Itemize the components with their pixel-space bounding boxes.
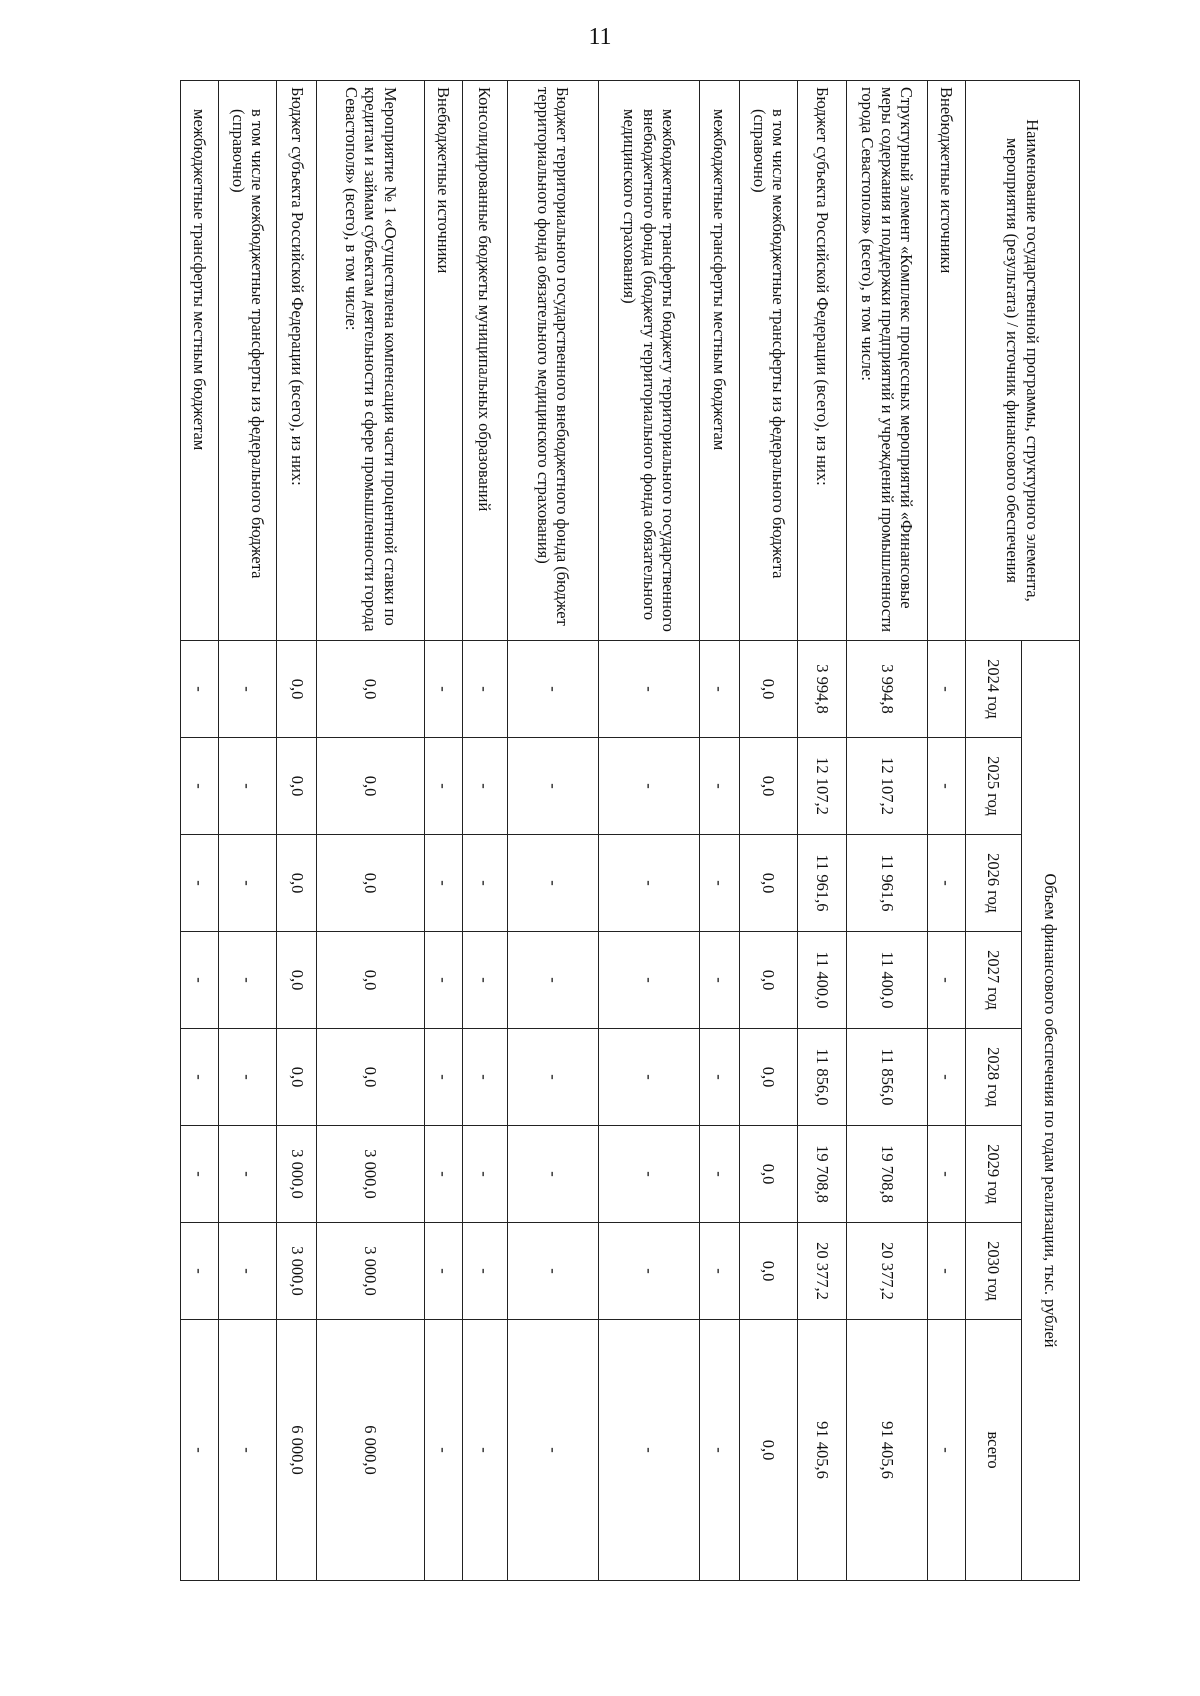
row-value-year: -	[462, 835, 507, 932]
row-name: в том числе межбюджетные трансферты из федерального бюджета (справочно)	[219, 81, 277, 641]
row-value-year: -	[599, 1029, 700, 1126]
row-value-year: -	[181, 1223, 219, 1320]
row-value-total: 6 000,0	[277, 1320, 317, 1581]
row-value-year: -	[462, 932, 507, 1029]
row-value-year: 11 856,0	[798, 1029, 847, 1126]
row-value-year: -	[181, 738, 219, 835]
row-value-year: -	[507, 641, 599, 738]
row-value-year: -	[462, 738, 507, 835]
table-row	[699, 81, 739, 1581]
rotated-table-container	[180, 80, 1080, 1580]
row-value-year: 0,0	[277, 1029, 317, 1126]
row-value-year: -	[927, 1223, 965, 1320]
row-value-year: -	[507, 738, 599, 835]
row-value-year: 11 856,0	[847, 1029, 928, 1126]
table-row	[181, 81, 219, 1581]
row-value-year: 3 000,0	[317, 1126, 424, 1223]
row-value-year: -	[424, 835, 462, 932]
row-value-year: -	[927, 738, 965, 835]
row-value-year: 0,0	[317, 835, 424, 932]
row-value-year: -	[424, 1126, 462, 1223]
row-value-year: 0,0	[317, 1029, 424, 1126]
row-value-year: 0,0	[317, 932, 424, 1029]
row-name: Мероприятие № 1 «Осуществлена компенсация части процентной ставки по кредитам и займам субъектам деятельности в сфере промышленности города Севастополя» (всего), в том числе:	[317, 81, 424, 641]
row-value-year: -	[599, 1126, 700, 1223]
row-value-total: -	[181, 1320, 219, 1581]
row-value-year: -	[424, 1029, 462, 1126]
row-name: Бюджет территориального государственного внебюджетного фонда (бюджет территориального фонда обязательного медицинского страхования)	[507, 81, 599, 641]
row-value-year: 0,0	[740, 738, 798, 835]
row-value-total: -	[462, 1320, 507, 1581]
row-value-total: -	[599, 1320, 700, 1581]
row-value-total: 91 405,6	[847, 1320, 928, 1581]
row-value-year: -	[219, 835, 277, 932]
row-value-year: 0,0	[317, 641, 424, 738]
row-value-year: -	[462, 1029, 507, 1126]
row-value-year: -	[927, 1029, 965, 1126]
row-value-total: 91 405,6	[798, 1320, 847, 1581]
row-name: Структурный элемент «Комплекс процессных мероприятий «Финансовые меры содержания и поддержки предприятий и учреждений промышленности города Севастополя» (всего), в том числе:	[847, 81, 928, 641]
row-value-year: 12 107,2	[847, 738, 928, 835]
row-value-year: -	[219, 641, 277, 738]
row-value-year: -	[219, 1126, 277, 1223]
row-value-year: 0,0	[740, 1126, 798, 1223]
row-value-year: -	[507, 835, 599, 932]
row-value-year: -	[699, 641, 739, 738]
row-value-year: -	[927, 932, 965, 1029]
row-value-year: -	[181, 932, 219, 1029]
row-value-year: 3 000,0	[277, 1126, 317, 1223]
row-name: межбюджетные трансферты местным бюджетам	[181, 81, 219, 641]
row-value-year: 11 961,6	[798, 835, 847, 932]
row-value-year: -	[927, 835, 965, 932]
row-value-year: -	[507, 1126, 599, 1223]
page-number: 11	[588, 24, 612, 50]
header-name-column: Наименование государственной программы, структурного элемента, мероприятия (результата) / источник финансового обеспечения	[966, 81, 1080, 641]
row-value-year: -	[507, 932, 599, 1029]
row-value-year: -	[599, 738, 700, 835]
row-value-year: -	[699, 835, 739, 932]
row-value-year: -	[699, 1223, 739, 1320]
row-value-year: -	[462, 1223, 507, 1320]
row-value-year: 3 994,8	[798, 641, 847, 738]
row-value-year: -	[424, 1223, 462, 1320]
row-name: межбюджетные трансферты бюджету территориального государственного внебюджетного фонда (бюджету территориального фонда обязательного медицинского страхования)	[599, 81, 700, 641]
row-value-year: 0,0	[740, 932, 798, 1029]
row-value-year: -	[181, 1029, 219, 1126]
row-name: Внебюджетные источники	[927, 81, 965, 641]
row-value-year: -	[507, 1223, 599, 1320]
table-row	[599, 81, 700, 1581]
row-name: в том числе межбюджетные трансферты из федерального бюджета (справочно)	[740, 81, 798, 641]
header-year: 2029 год	[966, 1126, 1022, 1223]
row-value-year: -	[462, 1126, 507, 1223]
row-value-year: 3 994,8	[847, 641, 928, 738]
row-value-year: 19 708,8	[798, 1126, 847, 1223]
table-row	[507, 81, 599, 1581]
row-value-year: -	[927, 641, 965, 738]
table-row	[798, 81, 847, 1581]
row-name: Бюджет субъекта Российской Федерации (всего), из них:	[798, 81, 847, 641]
header-row-1	[1022, 81, 1080, 1581]
row-value-year: -	[462, 641, 507, 738]
row-value-year: 0,0	[317, 738, 424, 835]
table-row	[219, 81, 277, 1581]
row-value-year: -	[424, 932, 462, 1029]
row-value-year: -	[599, 1223, 700, 1320]
row-value-year: 0,0	[277, 738, 317, 835]
row-value-year: -	[219, 1223, 277, 1320]
row-value-year: -	[424, 641, 462, 738]
row-value-year: 20 377,2	[847, 1223, 928, 1320]
header-year: 2024 год	[966, 641, 1022, 738]
row-value-total: -	[507, 1320, 599, 1581]
row-value-year: 11 961,6	[847, 835, 928, 932]
table-row	[277, 81, 317, 1581]
row-value-year: -	[507, 1029, 599, 1126]
row-value-total: -	[424, 1320, 462, 1581]
header-year: 2027 год	[966, 932, 1022, 1029]
header-year: 2030 год	[966, 1223, 1022, 1320]
row-value-year: 11 400,0	[798, 932, 847, 1029]
row-value-year: 19 708,8	[847, 1126, 928, 1223]
row-value-year: -	[699, 1029, 739, 1126]
row-value-year: 0,0	[740, 835, 798, 932]
row-name: Консолидированные бюджеты муниципальных образований	[462, 81, 507, 641]
row-value-year: 20 377,2	[798, 1223, 847, 1320]
header-year: 2025 год	[966, 738, 1022, 835]
table-row	[317, 81, 424, 1581]
row-name: Внебюджетные источники	[424, 81, 462, 641]
row-value-year: -	[219, 738, 277, 835]
row-value-year: -	[699, 1126, 739, 1223]
header-total: всего	[966, 1320, 1022, 1581]
table-row	[462, 81, 507, 1581]
row-value-year: -	[599, 932, 700, 1029]
row-value-year: -	[181, 641, 219, 738]
row-value-year: 0,0	[740, 1223, 798, 1320]
row-value-year: 3 000,0	[277, 1223, 317, 1320]
row-value-total: 0,0	[740, 1320, 798, 1581]
header-year: 2028 год	[966, 1029, 1022, 1126]
table-row	[927, 81, 965, 1581]
row-value-total: -	[219, 1320, 277, 1581]
row-value-year: -	[927, 1126, 965, 1223]
row-value-year: 3 000,0	[317, 1223, 424, 1320]
table-body	[181, 81, 966, 1581]
table-row	[424, 81, 462, 1581]
financing-table	[180, 80, 1080, 1581]
row-value-total: 6 000,0	[317, 1320, 424, 1581]
row-value-year: -	[699, 738, 739, 835]
table-row	[740, 81, 798, 1581]
row-value-year: 11 400,0	[847, 932, 928, 1029]
row-value-year: 0,0	[277, 835, 317, 932]
row-value-total: -	[699, 1320, 739, 1581]
row-value-year: -	[219, 1029, 277, 1126]
header-volume: Объем финансового обеспечения по годам реализации, тыс. рублей	[1022, 641, 1080, 1581]
row-value-year: -	[424, 738, 462, 835]
row-value-year: -	[219, 932, 277, 1029]
header-year: 2026 год	[966, 835, 1022, 932]
row-value-year: 0,0	[740, 1029, 798, 1126]
row-value-year: -	[181, 835, 219, 932]
row-name: межбюджетные трансферты местным бюджетам	[699, 81, 739, 641]
row-value-year: -	[699, 932, 739, 1029]
row-value-year: -	[599, 641, 700, 738]
row-value-year: 12 107,2	[798, 738, 847, 835]
row-value-year: 0,0	[277, 932, 317, 1029]
row-value-year: -	[599, 835, 700, 932]
table-row	[847, 81, 928, 1581]
row-value-year: 0,0	[740, 641, 798, 738]
row-value-year: -	[181, 1126, 219, 1223]
row-value-year: 0,0	[277, 641, 317, 738]
row-value-total: -	[927, 1320, 965, 1581]
row-name: Бюджет субъекта Российской Федерации (всего), из них:	[277, 81, 317, 641]
